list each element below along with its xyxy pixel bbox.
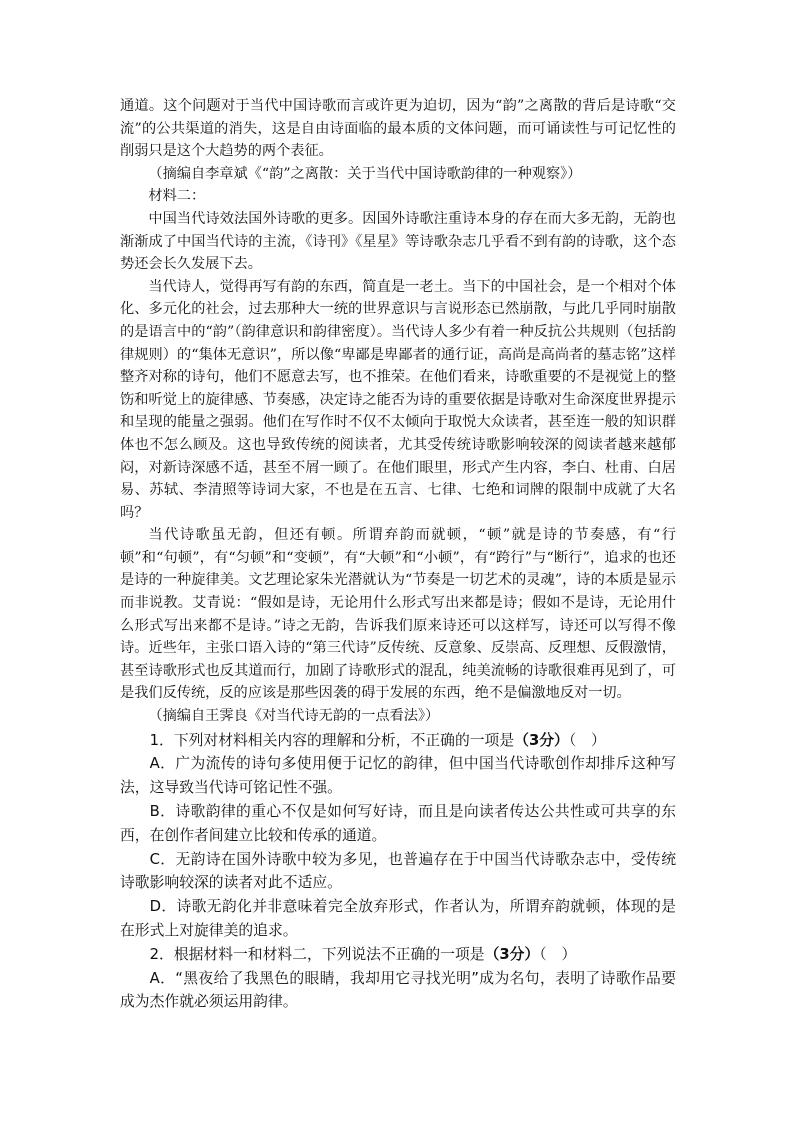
option-text: 无韵诗在国外诗歌中较为多见，也普遍存在于中国当代诗歌杂志中，受传统诗歌影响较深的读者对此不适应。 [120,850,676,892]
question-2-number: 2． [149,945,174,963]
question-1-score: （3分） [514,731,569,749]
question-1-text: 下列对材料相关内容的理解和分析，不正确的一项是 [173,731,515,749]
material2-paragraph-3: 当代诗歌虽无韵，但还有顿。所谓弃韵而就顿，“顿”就是诗的节奏感，有“行顿”和“句顿”，有“匀顿”和“变顿”，有“大顿”和“小顿”，有“跨行”与“断行”，追求的也还是诗的一种旋律美。文艺理论家朱光潜就认为“节奏是一切艺术的灵魂”，诗的本质是显示而非说教。艾青说：“假如是诗，无论用什么形式写出来都是诗；假如不是诗，无论用什么形式写出来都不是诗。”诗之无韵，告诉我们原来诗还可以这样写，诗还可以写得不像诗。近些年，主张口语入诗的“第三代诗”反传统、反意象、反崇高、反理想、反假激情，甚至诗歌形式也反其道而行，加剧了诗歌形式的混乱，纯美流畅的诗歌很难再见到了，可是我们反传统，反的应该是那些因袭的碍于发展的东西，绝不是偏激地反对一切。 [120,527,676,702]
option-label: B． [149,803,176,821]
material2-paragraph-2: 当代诗人，觉得再写有韵的东西，简直是一老土。当下的中国社会，是一个相对个体化、多元化的社会，过去那种大一统的世界意识与言说形态已然崩散，与此几乎同时崩散的是语言中的“韵”（韵律意识和韵律密度）。当代诗人多少有着一种反抗公共规则（包括韵律规则）的“集体无意识”，所以像“卑鄙是卑鄙者的通行证，高尚是高尚者的墓志铭”这样整齐对称的诗句，他们不愿意去写，也不推荣。在他们看来，诗歌重要的不是视觉上的整饬和听觉上的旋律感、节奏感，决定诗之能否为诗的重要依据是诗歌对生命深度世界提示和呈现的能量之强弱。他们在写作时不仅不太倾向于取悦大众读者，甚至连一般的知识群体也不怎么顾及。这也导致传统的阅读者，尤其受传统诗歌影响较深的阅读者越来越郁闷，对新诗深感不适，甚至不屑一顾了。在他们眼里，形式产生内容，李白、杜甫、白居易、苏轼、李清照等诗词大家，不也是在五言、七律、七绝和词牌的限制中成就了大名吗？ [120,278,676,521]
material2-source: （摘编自王霁良《对当代诗无韵的一点看法》） [148,708,440,725]
material2-heading: 材料二： [148,188,206,205]
option-text: “黑夜给了我黑色的眼睛，我却用它寻找光明”成为名句，表明了诗歌作品要成为杰作就必须运用韵律。 [120,969,677,1011]
question-2-text: 根据材料一和材料二，下列说法不正确的一项是 [173,945,485,963]
material1-tail-paragraph: 通道。这个问题对于当代中国诗歌而言或许更为迫切，因为“韵”之离散的背后是诗歌“交流”的公共渠道的消失，这是自由诗面临的最本质的文体问题，而可诵读性与可记忆性的削弱只是这个大趋势的两个表征。 [120,98,676,160]
option-text: 诗歌韵律的重心不仅是如何写好诗，而且是向读者传达公共性或可共享的东西，在创作者间建立比较和传承的通道。 [120,803,676,844]
question-1-stem [120,729,676,753]
question-1-option-a [120,752,676,800]
exam-page [120,95,676,1014]
option-label: D． [149,898,177,916]
option-label: A． [149,969,176,987]
option-text: 广为流传的诗句多使用便于记忆的韵律，但中国当代诗歌创作却排斥这种写法，这导致当代诗可铭记性不强。 [120,755,676,797]
option-text: 诗歌无韵化并非意味着完全放弃形式，作者认为，所谓弃韵就顿，体现的是在形式上对旋律美的追求。 [120,898,676,939]
question-2-stem [120,943,676,967]
option-label: A． [149,755,176,773]
question-2-answer-blank: （ ） [539,945,577,963]
question-1-answer-blank: （ ） [568,731,606,749]
question-1-number: 1． [149,731,174,749]
question-1-option-c [120,848,676,896]
option-label: C． [149,850,176,868]
question-1-option-d [120,895,676,943]
question-1-option-b [120,800,676,848]
question-2-option-a [120,967,676,1015]
question-2-score: （3分） [484,945,540,963]
material2-paragraph-1: 中国当代诗效法国外诗歌的更多。因国外诗歌注重诗本身的存在而大多无韵，无韵也渐渐成了中国当代诗的主流，《诗刊》《星星》等诗歌杂志几乎看不到有韵的诗歌，这个态势还会长久发展下去。 [120,210,676,273]
material1-source: （摘编自李章斌《“韵”之离散：关于当代中国诗歌韵律的一种观察》） [148,165,582,182]
